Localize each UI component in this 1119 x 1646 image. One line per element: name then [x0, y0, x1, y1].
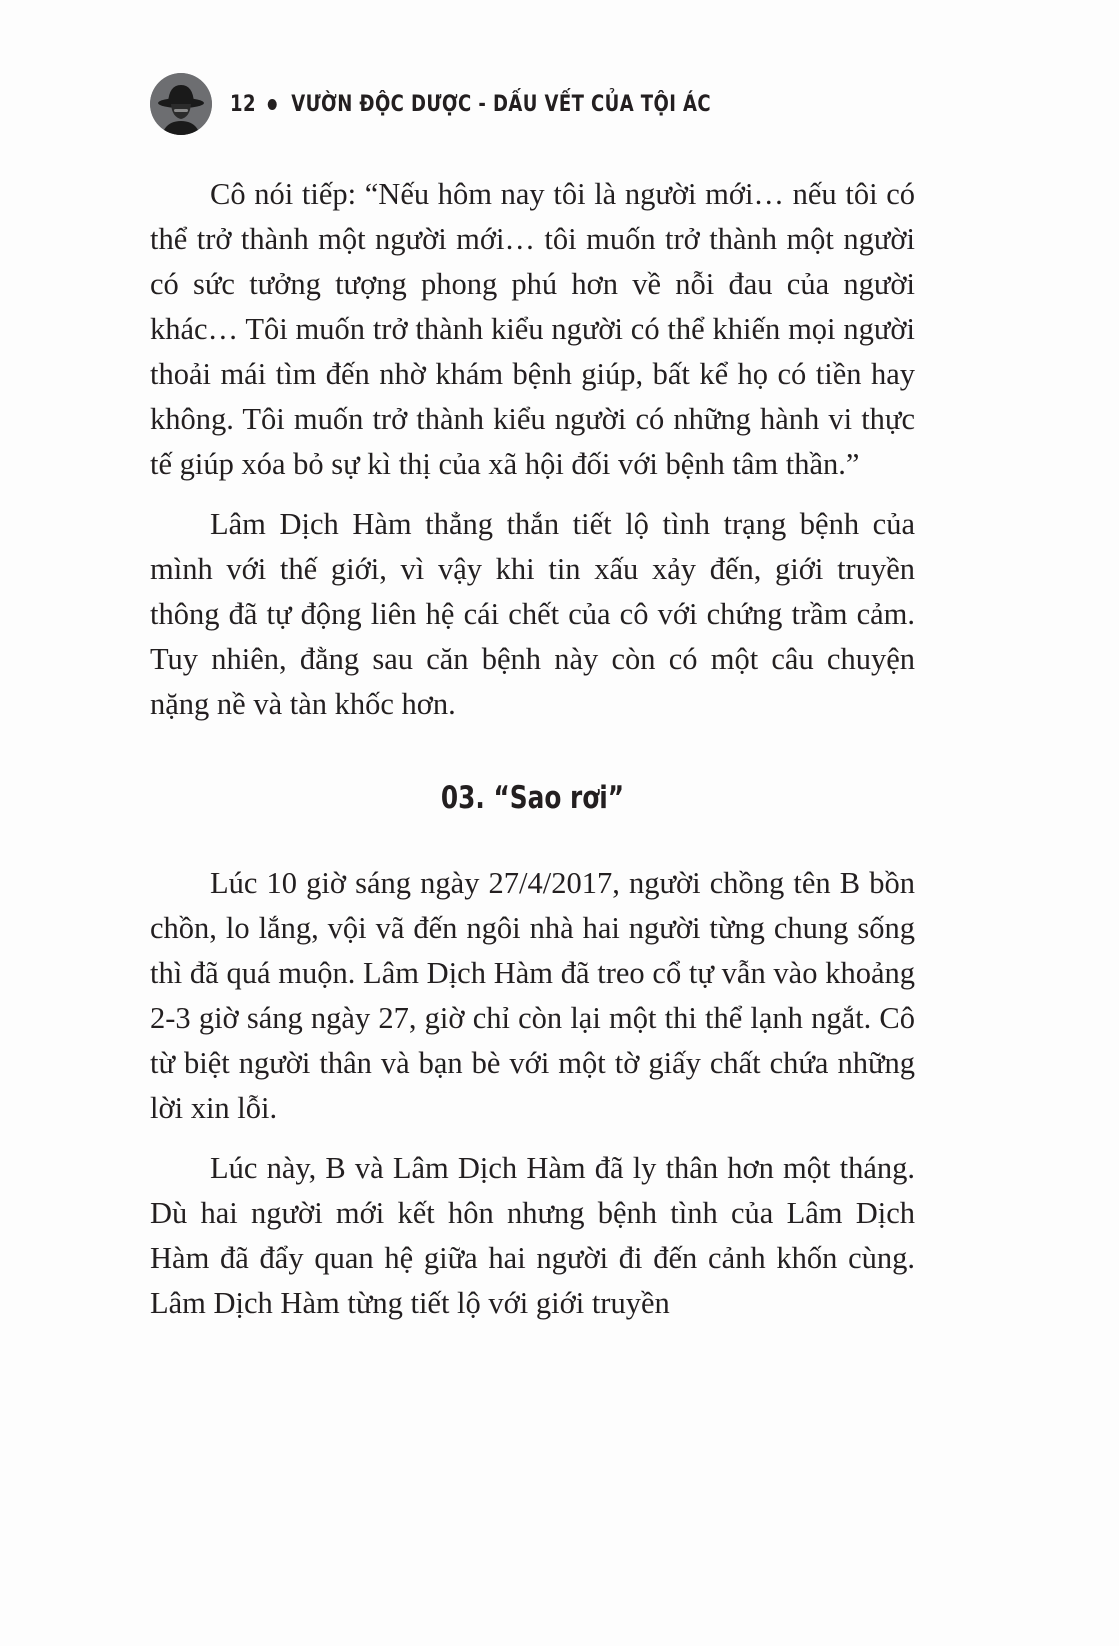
- paragraph: Lúc này, B và Lâm Dịch Hàm đã ly thân hơn một tháng. Dù hai người mới kết hôn nhưng bệnh tình của Lâm Dịch Hàm đã đẩy quan hệ giữa hai người đi đến cảnh khốn cùng. Lâm Dịch Hàm từng tiết lộ với giới truyền: [150, 1151, 915, 1320]
- paragraph: Lúc 10 giờ sáng ngày 27/4/2017, người chồng tên B bồn chồn, lo lắng, vội vã đến ngôi nhà hai người từng chung sống thì đã quá muộn. Lâm Dịch Hàm đã treo cổ tự vẫn vào khoảng 2-3 giờ sáng ngày 27, giờ chỉ còn lại một thi thể lạnh ngắt. Cô từ biệt người thân và bạn bè với một tờ giấy chất chứa những lời xin lỗi.: [150, 866, 915, 1125]
- book-title: VƯỜN ĐỘC DƯỢC - DẤU VẾT CỦA TỘI ÁC: [291, 91, 712, 117]
- paragraph: Cô nói tiếp: “Nếu hôm nay tôi là người mới… nếu tôi có thể trở thành một người mới… tôi muốn trở thành một người có sức tưởng tượng phong phú hơn về nỗi đau của người khác… Tôi muốn trở thành kiểu người có thể khiến mọi người thoải mái tìm đến nhờ khám bệnh giúp, bất kể họ có tiền hay không. Tôi muốn trở thành kiểu người có những hành vi thực tế giúp xóa bỏ sự kì thị của xã hội đối với bệnh tâm thần.”: [150, 177, 915, 481]
- detective-hat-icon: [150, 73, 212, 135]
- section-heading-text: 03. “Sao rơi”: [440, 780, 625, 816]
- paragraph: Lâm Dịch Hàm thẳng thắn tiết lộ tình trạng bệnh của mình với thế giới, vì vậy khi tin xấu xảy đến, giới truyền thông đã tự động liên hệ cái chết của cô với chứng trầm cảm. Tuy nhiên, đằng sau căn bệnh này còn có một câu chuyện nặng nề và tàn khốc hơn.: [150, 507, 915, 721]
- bullet-dot: [267, 99, 276, 110]
- running-header: [150, 72, 817, 136]
- header-text: [230, 92, 711, 117]
- page-body: [150, 172, 915, 1341]
- section-heading: [150, 775, 915, 821]
- page-number: 12: [230, 91, 256, 117]
